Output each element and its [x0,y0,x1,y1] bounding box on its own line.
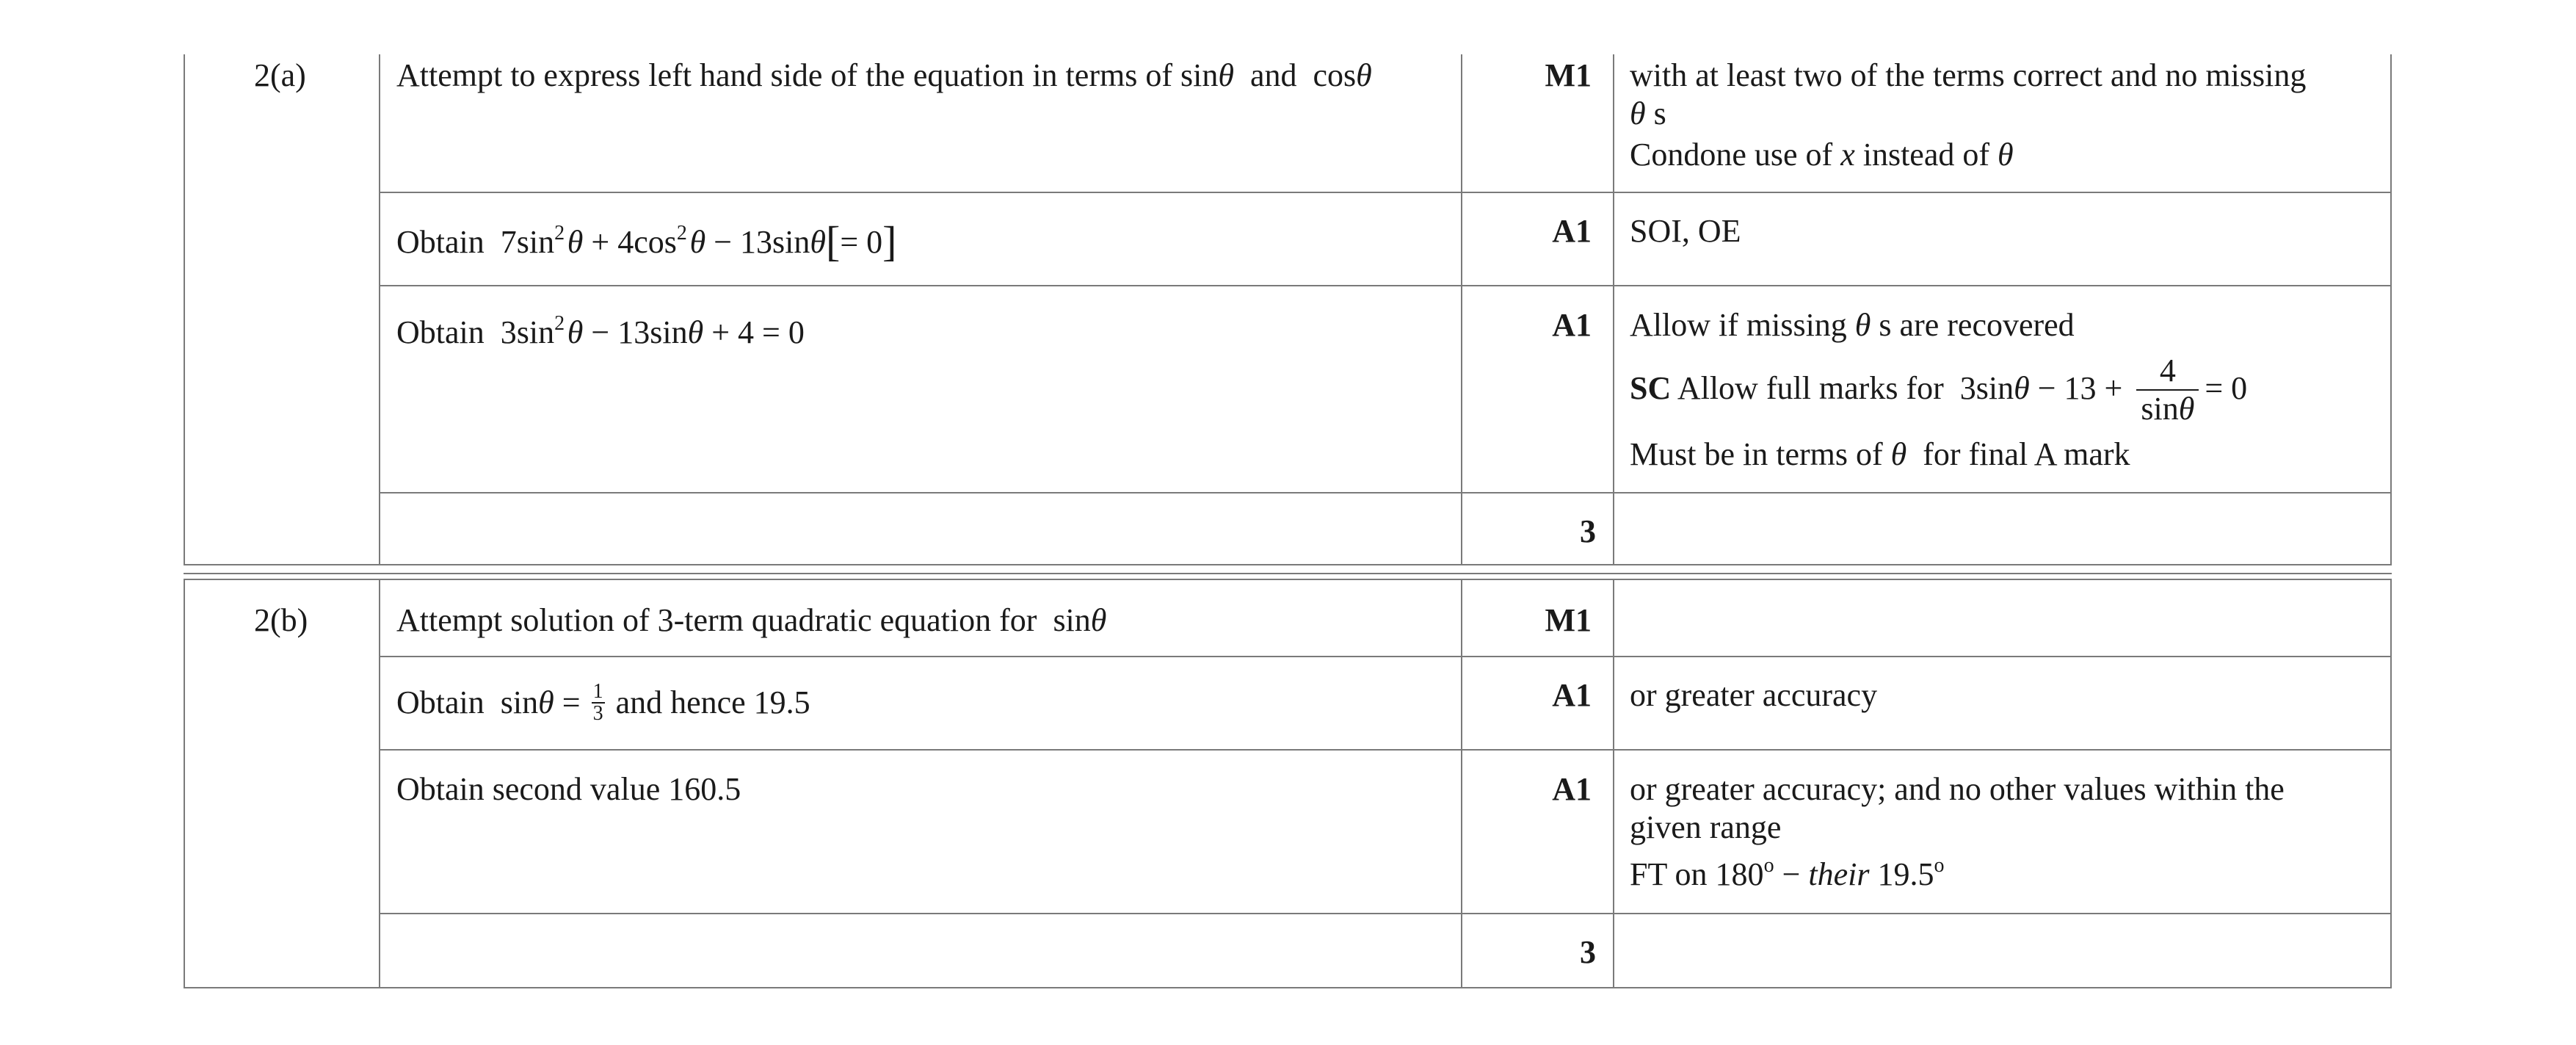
table-right-border-b [2390,579,2392,988]
row-divider [379,192,2392,193]
fraction: $\frac{1}{3}$ [592,679,603,725]
guidance-text: Must be in terms of θ for final A mark [1630,436,2130,472]
guidance-text: given range [1630,809,1782,845]
column-divider-question [379,579,380,988]
guidance-text: Allow if missing θ s are recovered [1630,307,2075,343]
table-top-border-b [184,579,2392,580]
table-right-border-a [2390,54,2392,564]
table-bottom-border-b [184,987,2392,988]
table-left-border-a [184,54,185,564]
mark-code: A1 [1552,213,1592,249]
row-divider [379,913,2392,914]
row-divider [379,492,2392,493]
mark-code: A1 [1552,307,1592,343]
column-divider-answer [1461,54,1462,564]
guidance-text: SOI, OE [1630,213,1741,249]
row-divider [379,749,2392,751]
row-divider [379,656,2392,657]
guidance-text: or greater accuracy [1630,677,1878,713]
guidance-text: FT on $180^o$ − their 19.5$^o$ [1630,854,1945,892]
question-label: 2(a) [254,57,306,93]
row-divider [379,285,2392,286]
guidance-text: θ s [1630,95,1666,131]
answer-text: Obtain $3\sin^2$ θ − 13sinθ + 4 = 0 [396,312,805,350]
answer-text: Attempt solution of 3-term quadratic equation for sinθ [396,602,1107,638]
answer-text: Attempt to express left hand side of the equation in terms of sinθ and cosθ [396,57,1372,93]
mark-code: A1 [1552,677,1592,713]
mark-code: A1 [1552,771,1592,807]
table-bottom-border-a [184,564,2392,565]
sc-label: SC [1630,370,1672,407]
guidance-text: Condone use of x instead of θ [1630,137,2014,173]
guidance-sc-line: SC Allow full marks for 3sinθ − 13 + $\frac{4}{\sin\theta}$ = 0 [1630,352,2248,427]
mark-code: M1 [1545,602,1592,638]
table-bottom-border-a-double [184,573,2392,574]
guidance-text: with at least two of the terms correct and no missing [1630,57,2307,93]
column-divider-marks [1613,54,1614,564]
question-label: 2(b) [254,602,308,638]
total-marks: 3 [1580,513,1596,549]
column-divider-question [379,54,380,564]
total-marks: 3 [1580,934,1596,970]
answer-text: Obtain sinθ = $\frac{1}{3}$ and hence 19.5 [396,679,810,725]
guidance-text: or greater accuracy; and no other values within the [1630,771,2285,807]
answer-text: Obtain second value 160.5 [396,771,741,807]
table-left-border-b [184,579,185,988]
fraction: $\frac{4}{\sin\theta}$ [2136,352,2199,427]
column-divider-marks [1613,579,1614,988]
mark-code: M1 [1545,57,1592,93]
answer-text: Obtain $7\sin^2$ $\theta + 4\cos^2$ θ − 13sinθ[= 0] [396,217,897,265]
column-divider-answer [1461,579,1462,988]
